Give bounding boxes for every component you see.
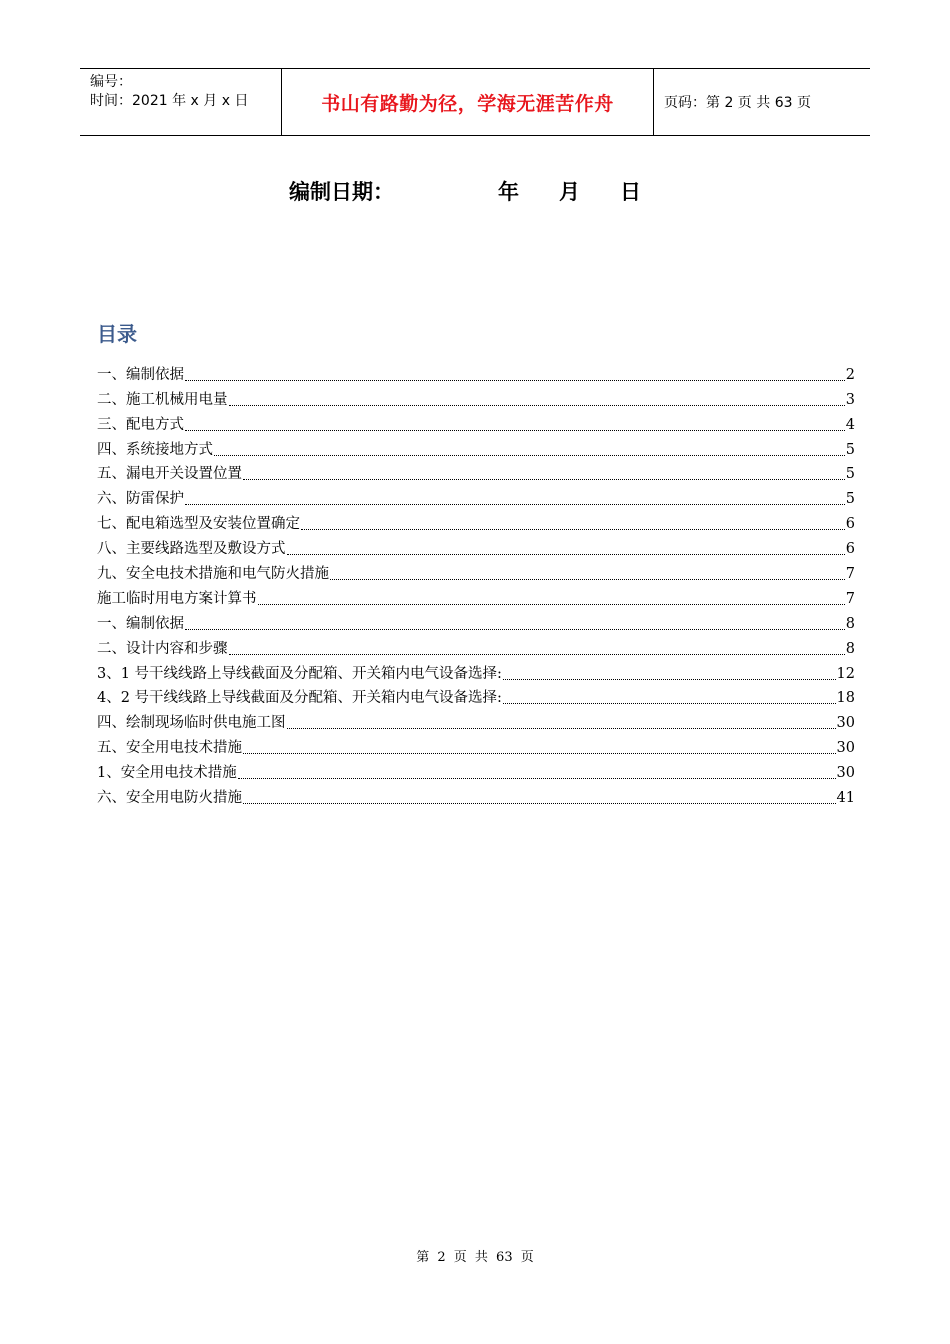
toc-entry-page: 2 [845,366,855,383]
toc-entry-page: 30 [836,715,855,732]
toc-entry[interactable] [97,509,855,534]
toc-entry-page: 8 [845,615,855,632]
toc-entry-page: 41 [836,790,855,807]
toc-entry-label: 四、系统接地方式 [97,441,213,458]
toc-entry[interactable] [97,484,855,509]
toc-entry-label: 三、配电方式 [97,416,184,433]
toc-entry[interactable] [97,634,855,659]
toc-leader [503,678,836,680]
toc-leader [503,702,836,704]
toc-entry[interactable] [97,708,855,733]
toc-entry-label: 九、安全电技术措施和电气防火措施 [97,566,329,583]
toc-entry-page: 7 [845,566,855,583]
toc-entry[interactable] [97,360,855,385]
toc-entry[interactable] [97,584,855,609]
toc-entry-label: 3、1 号干线线路上导线截面及分配箱、开关箱内电气设备选择: [97,665,502,682]
toc-entry-label: 一、编制依据 [97,366,184,383]
code-label: 编号： [90,74,132,90]
time-label: 时间：2021 年 x 月 x 日 [90,93,249,109]
toc-entry[interactable] [97,534,855,559]
compile-date [0,176,950,206]
toc-entry-page: 7 [845,590,855,607]
header-motto: 书山有路勤为径，学海无涯苦作舟 [282,69,654,135]
page-header [80,68,870,136]
toc-entry-page: 12 [836,665,855,682]
toc-leader [330,578,845,580]
toc-entry[interactable] [97,733,855,758]
toc-leader [214,454,845,456]
toc-entry-label: 施工临时用电方案计算书 [97,590,257,607]
toc-leader [258,603,845,605]
table-of-contents [97,360,855,808]
toc-entry-label: 1、安全用电技术措施 [97,765,237,782]
toc-entry-page: 5 [845,491,855,508]
toc-leader [185,628,845,630]
toc-leader [185,379,845,381]
toc-leader [185,503,845,505]
toc-entry-page: 8 [845,640,855,657]
toc-entry-label: 4、2 号干线线路上导线截面及分配箱、开关箱内电气设备选择: [97,690,502,707]
toc-leader [185,429,845,431]
toc-leader [301,528,845,530]
compile-date-label: 编制日期： [289,180,394,204]
toc-entry-page: 30 [836,740,855,757]
toc-entry-label: 五、安全用电技术措施 [97,740,242,757]
compile-date-year: 年 [498,180,519,204]
toc-entry[interactable] [97,410,855,435]
toc-entry-page: 6 [845,516,855,533]
toc-entry-label: 二、施工机械用电量 [97,391,228,408]
toc-entry-label: 六、防雷保护 [97,491,184,508]
page-footer: 第 2 页 共 63 页 [416,1250,534,1265]
toc-entry-page: 3 [845,391,855,408]
header-meta [80,69,282,135]
toc-entry-label: 一、编制依据 [97,615,184,632]
toc-leader [229,404,845,406]
toc-leader [229,653,845,655]
compile-date-month: 月 [559,180,580,204]
toc-entry[interactable] [97,684,855,709]
toc-entry-page: 6 [845,541,855,558]
toc-entry[interactable] [97,385,855,410]
toc-entry-label: 四、绘制现场临时供电施工图 [97,715,286,732]
toc-leader [243,478,845,480]
toc-entry-label: 七、配电箱选型及安装位置确定 [97,516,300,533]
toc-entry[interactable] [97,659,855,684]
toc-entry[interactable] [97,435,855,460]
toc-leader [243,802,836,804]
toc-entry-page: 5 [845,441,855,458]
toc-entry[interactable] [97,460,855,485]
toc-entry-page: 18 [836,690,855,707]
toc-entry[interactable] [97,609,855,634]
toc-entry-label: 八、主要线路选型及敷设方式 [97,541,286,558]
toc-leader [287,727,836,729]
toc-entry-page: 5 [845,466,855,483]
toc-entry[interactable] [97,758,855,783]
toc-entry[interactable] [97,783,855,808]
toc-entry-page: 4 [845,416,855,433]
toc-leader [243,752,836,754]
toc-title: 目录 [97,322,137,346]
header-page-info: 页码：第 2 页 共 63 页 [664,95,811,111]
toc-entry-label: 五、漏电开关设置位置 [97,466,242,483]
toc-leader [238,777,836,779]
toc-leader [287,553,845,555]
toc-entry[interactable] [97,559,855,584]
toc-entry-label: 二、设计内容和步骤 [97,640,228,657]
compile-date-day: 日 [620,180,641,204]
toc-entry-page: 30 [836,765,855,782]
toc-entry-label: 六、安全用电防火措施 [97,790,242,807]
